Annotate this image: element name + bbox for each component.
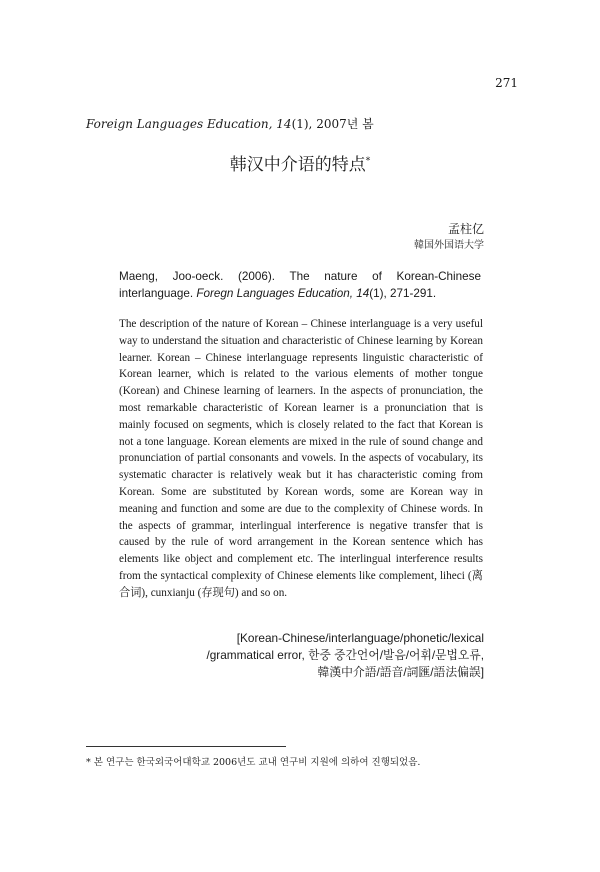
citation-block <box>119 268 481 302</box>
author-name: 孟柱亿 <box>447 222 484 236</box>
article-title-block <box>0 150 600 175</box>
article-title: 韩汉中介语的特点 <box>229 155 366 175</box>
journal-name: Foreign Languages Education, <box>86 117 273 131</box>
journal-header <box>86 115 374 132</box>
journal-volume: 14 <box>276 117 292 131</box>
keywords-line-3: 韓漢中介語/語音/詞匯/語法偏誤] <box>317 665 484 679</box>
page-number: 271 <box>495 76 518 90</box>
abstract-text: The description of the nature of Korean – Chinese interlanguage is a very useful way to understand the situation and characteristic of Chinese learning by Korean learner. Korean – Chinese interlanguage represents linguistic characteristic of Korean learner, which is related to the various elements of mother tongue (Korean) and Chinese learning of learners. In the aspects of pronunciation, the most remarkable characteristic of Korean learner is a pronunciation that is mainly focused on segments, which is closely related to the fact that Korean is not a tone language. Korean elements are mixed in the rule of sound change and pronunciation of partial consonants and vowels. In the aspects of vocabulary, its systematic character is relatively weak but it has characteristic coming from Korean. Some are substituted by Korean words, some are Korean way in meaning and function and some are due to the complexity of Chinese words. In the aspects of grammar, interlingual interference is negative transfer that is caused by the rule of word arrangement in the Korean sentence which has elements like object and complement etc. The interlingual interference results from the syntactical complexity of Chinese elements like complement, liheci (离合词), cunxianju (存现句) and so on. <box>119 318 483 599</box>
keywords-line-2: /grammatical error, 한중 중간언어/발음/어휘/문법오류, <box>206 648 484 662</box>
footnote-text: * 본 연구는 한국외국어대학교 2006년도 교내 연구비 지원에 의하여 진행되었음. <box>86 757 421 768</box>
keywords-block <box>164 630 484 681</box>
footnote-divider <box>86 746 286 747</box>
journal-issue-date: (1), 2007년 봄 <box>291 117 374 131</box>
keywords-line-1: [Korean-Chinese/interlanguage/phonetic/lexical <box>236 631 484 645</box>
citation-journal-volume: Foregn Languages Education, 14 <box>196 287 370 300</box>
title-footnote-mark: * <box>365 156 371 167</box>
author-affiliation: 韓国外国语大学 <box>414 240 484 251</box>
citation-suffix: (1), 271-291. <box>369 287 437 300</box>
citation-prefix: Maeng, Joo-oeck. (2006). The nature of Korean-Chinese interlanguage. <box>119 270 481 300</box>
